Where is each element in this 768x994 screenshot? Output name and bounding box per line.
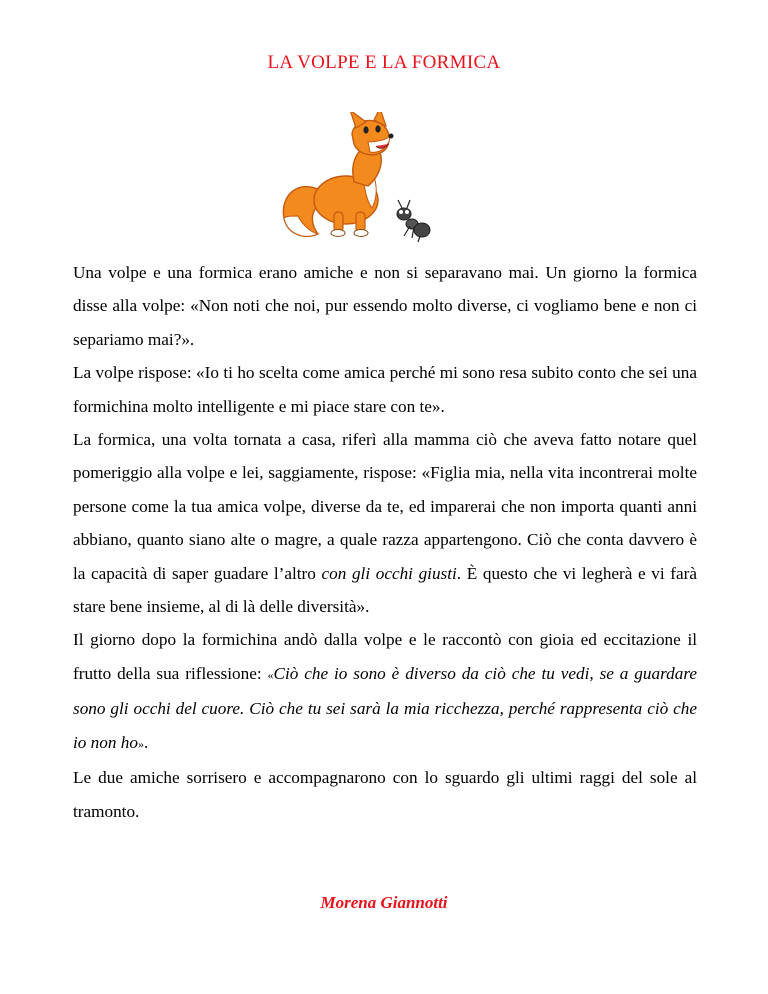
paragraph-3-text: La formica, una volta tornata a casa, riferì alla mamma ciò che aveva fatto notare quel pomeriggio alla volpe e lei, saggiamente, rispose: «Figlia mia, nella vita incontrerai molte persone come la tua amica volpe, diverse da te, ed imparerai che non importa quanti anni abbiano, quanto siano alte o magre, a quale razza appartengono. Ciò che conta davvero è la capacità di saper guadare l’altro (73, 430, 697, 583)
paragraph-4-text: Il giorno dopo la formichina andò dalla volpe e le raccontò con gioia ed eccitazione il frutto della sua riflessione: (73, 630, 697, 683)
paragraph-3-end: . È questo che vi legherà e vi farà stare bene insieme, al di là delle diversità». (73, 563, 698, 617)
paragraph-3 (73, 423, 697, 623)
ant-icon (397, 200, 430, 242)
quote-open: « (267, 667, 274, 682)
paragraph-4-end: . (143, 732, 149, 752)
paragraph-3-emphasis: con gli occhi giusti (321, 563, 457, 583)
paragraph-5: Le due amiche sorrisero e accompagnarono con lo sguardo gli ultimi raggi del sole al tramonto. (73, 768, 697, 821)
paragraph-1: Una volpe e una formica erano amiche e non si separavano mai. Un giorno la formica disse alla volpe: «Non noti che noi, pur essendo molto diverse, ci vogliamo bene e non ci separiamo mai?». (73, 263, 697, 349)
paragraph-2: La volpe rispose: «Io ti ho scelta come amica perché mi sono resa subito conto che sei una formichina molto intelligente e mi piace stare con te». (73, 363, 697, 416)
paragraph-4 (73, 623, 697, 761)
paragraph-4-emphasis: Ciò che io sono è diverso da ciò che tu vedi, se a guardare sono gli occhi del cuore. Ciò che tu sei sarà la mia ricchezza, perché rappresenta ciò che io non ho (73, 663, 698, 752)
author-name: Morena Giannotti (320, 893, 448, 912)
story-text (73, 256, 697, 828)
quote-close: » (137, 736, 144, 751)
fox-icon (283, 112, 393, 237)
fox-and-ant-illustration (276, 112, 436, 247)
page-title: LA VOLPE E LA FORMICA (267, 52, 501, 73)
